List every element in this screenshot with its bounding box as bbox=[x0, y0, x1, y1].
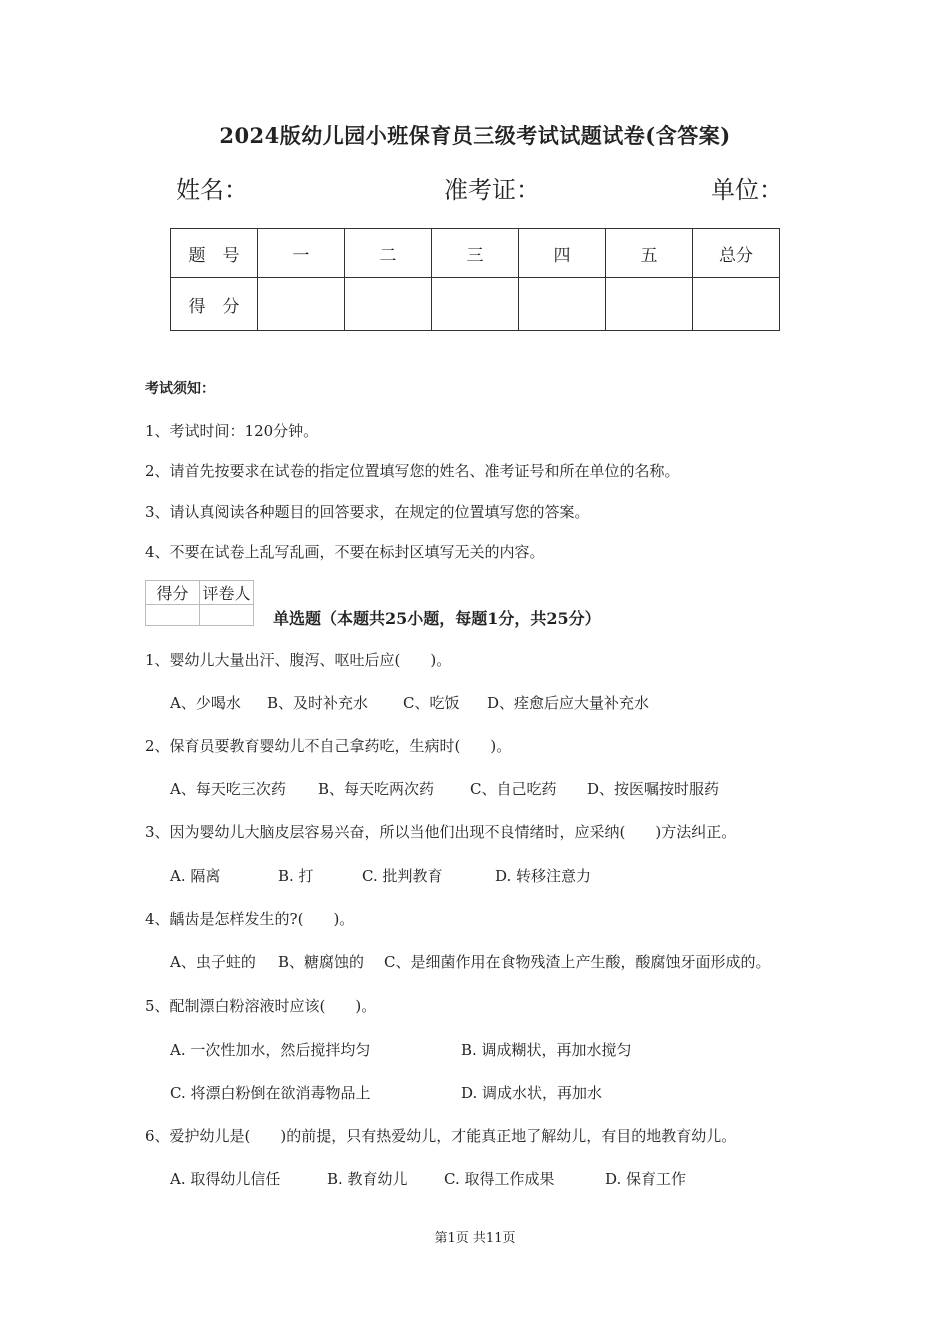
question-text: 4、龋齿是怎样发生的?( )。 bbox=[145, 910, 355, 928]
option: C、是细菌作用在食物残渣上产生酸，酸腐蚀牙面形成的。 bbox=[384, 953, 771, 971]
grader-score-label: 得分 bbox=[146, 581, 200, 605]
question-text: 3、因为婴幼儿大脑皮层容易兴奋，所以当他们出现不良情绪时，应采纳( )方法纠正。 bbox=[145, 823, 737, 841]
score-table-header-cell: 五 bbox=[606, 229, 693, 278]
score-cell bbox=[258, 278, 345, 331]
question-text: 6、爱护幼儿是( )的前提，只有热爱幼儿，才能真正地了解幼儿，有目的地教育幼儿。 bbox=[145, 1127, 737, 1145]
exam-id-field-label: 准考证： bbox=[444, 176, 540, 204]
option: A、每天吃三次药 bbox=[170, 780, 286, 798]
option: D. 转移注意力 bbox=[495, 867, 592, 885]
grader-name-label: 评卷人 bbox=[200, 581, 254, 605]
option: D. 调成水状，再加水 bbox=[461, 1084, 603, 1102]
option: D. 保育工作 bbox=[605, 1170, 687, 1188]
question-text: 5、配制漂白粉溶液时应该( )。 bbox=[145, 997, 377, 1015]
option: C. 批判教育 bbox=[362, 867, 443, 885]
score-cell bbox=[432, 278, 519, 331]
page-footer: 第1页 共11页 bbox=[434, 1231, 516, 1246]
option: D、按医嘱按时服药 bbox=[587, 780, 720, 798]
page-title: 2024版幼儿园小班保育员三级考试试题试卷(含答案) bbox=[219, 123, 731, 148]
score-table-header-cell: 四 bbox=[519, 229, 606, 278]
notice-item: 2、请首先按要求在试卷的指定位置填写您的姓名、准考证号和所在单位的名称。 bbox=[145, 462, 680, 480]
notice-heading: 考试须知： bbox=[145, 381, 215, 397]
question-text: 2、保育员要教育婴幼儿不自己拿药吃，生病时( )。 bbox=[145, 737, 512, 755]
option: B. 教育幼儿 bbox=[327, 1170, 408, 1188]
notice-item: 1、考试时间：120分钟。 bbox=[145, 422, 319, 440]
option: B、糖腐蚀的 bbox=[278, 953, 365, 971]
score-cell bbox=[693, 278, 780, 331]
option: A、少喝水 bbox=[170, 694, 241, 712]
score-table-header-cell: 题 号 bbox=[171, 229, 258, 278]
grader-name-cell bbox=[200, 605, 254, 626]
score-cell bbox=[519, 278, 606, 331]
option: B. 调成糊状，再加水搅匀 bbox=[461, 1041, 632, 1059]
option: C、自己吃药 bbox=[470, 780, 557, 798]
score-table-header-cell: 一 bbox=[258, 229, 345, 278]
score-row-label: 得 分 bbox=[171, 278, 258, 331]
score-table-header-row bbox=[171, 229, 780, 278]
option: B、每天吃两次药 bbox=[318, 780, 435, 798]
option: D、痊愈后应大量补充水 bbox=[487, 694, 650, 712]
option: C、吃饭 bbox=[403, 694, 460, 712]
score-cell bbox=[345, 278, 432, 331]
grader-box bbox=[145, 580, 254, 626]
score-table-header-cell: 总分 bbox=[693, 229, 780, 278]
score-table-header-cell: 二 bbox=[345, 229, 432, 278]
option: A. 取得幼儿信任 bbox=[170, 1170, 281, 1188]
section-title: 单选题（本题共25小题，每题1分，共25分） bbox=[273, 609, 601, 628]
score-cell bbox=[606, 278, 693, 331]
question-text: 1、婴幼儿大量出汗、腹泻、呕吐后应( )。 bbox=[145, 651, 452, 669]
unit-field-label: 单位： bbox=[711, 176, 783, 204]
option: B、及时补充水 bbox=[267, 694, 369, 712]
option: B. 打 bbox=[278, 867, 314, 885]
notice-item: 3、请认真阅读各种题目的回答要求，在规定的位置填写您的答案。 bbox=[145, 503, 590, 521]
option: A. 隔离 bbox=[170, 867, 221, 885]
name-field-label: 姓名： bbox=[176, 176, 248, 204]
score-table-score-row bbox=[171, 278, 780, 331]
grader-score-cell bbox=[146, 605, 200, 626]
score-table bbox=[170, 228, 780, 331]
option: C. 将漂白粉倒在欲消毒物品上 bbox=[170, 1084, 371, 1102]
candidate-fields bbox=[176, 170, 786, 204]
score-table-header-cell: 三 bbox=[432, 229, 519, 278]
option: A. 一次性加水，然后搅拌均匀 bbox=[170, 1041, 371, 1059]
option: A、虫子蛀的 bbox=[170, 953, 256, 971]
option: C. 取得工作成果 bbox=[444, 1170, 555, 1188]
notice-item: 4、不要在试卷上乱写乱画，不要在标封区填写无关的内容。 bbox=[145, 543, 545, 561]
